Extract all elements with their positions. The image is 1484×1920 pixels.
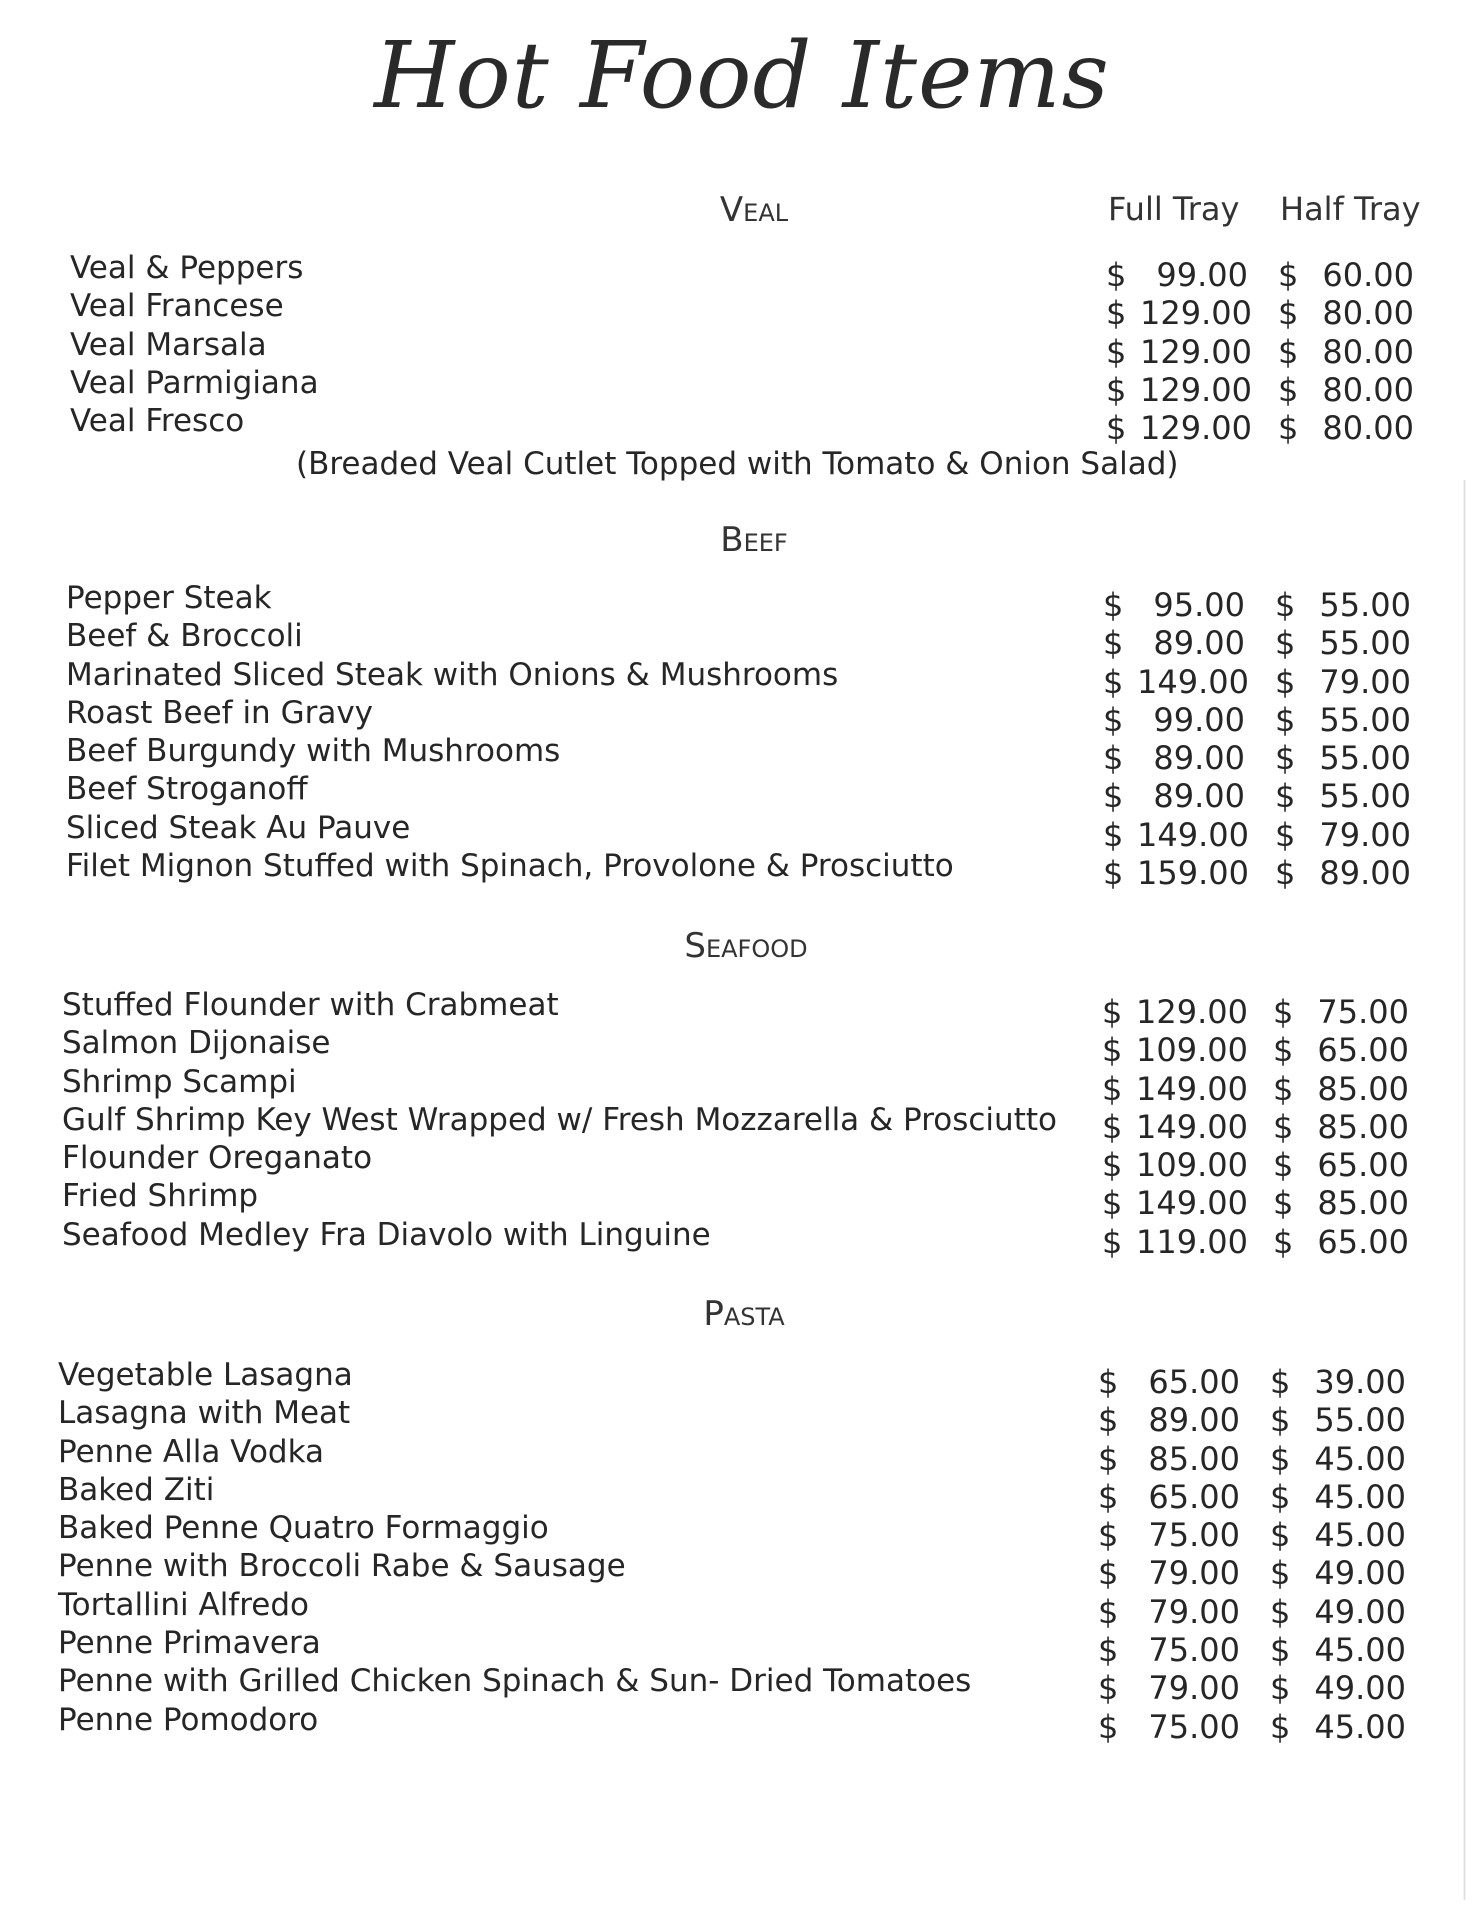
currency-symbol: $ bbox=[1275, 815, 1296, 854]
menu-item-row bbox=[0, 1140, 1484, 1185]
menu-item-row bbox=[0, 1433, 1484, 1478]
menu-item-row bbox=[0, 1625, 1484, 1670]
menu-item-row bbox=[0, 1548, 1484, 1593]
currency-symbol: $ bbox=[1098, 1707, 1119, 1746]
price-amount: 55.00 bbox=[1319, 624, 1411, 663]
menu-item-row bbox=[0, 403, 1484, 448]
price-amount: 149.00 bbox=[1137, 815, 1249, 854]
currency-symbol: $ bbox=[1273, 1222, 1294, 1261]
price-amount: 79.00 bbox=[1148, 1669, 1240, 1708]
currency-symbol: $ bbox=[1098, 1516, 1119, 1555]
item-name: Gulf Shrimp Key West Wrapped w/ Fresh Mozzarella & Prosciutto bbox=[62, 1101, 1057, 1138]
currency-symbol: $ bbox=[1270, 1554, 1291, 1593]
menu-item-row bbox=[0, 326, 1484, 371]
currency-symbol: $ bbox=[1098, 1592, 1119, 1631]
currency-symbol: $ bbox=[1270, 1669, 1291, 1708]
currency-symbol: $ bbox=[1273, 1069, 1294, 1108]
price-amount: 45.00 bbox=[1314, 1631, 1406, 1670]
veal-items bbox=[0, 250, 1484, 448]
currency-symbol: $ bbox=[1270, 1707, 1291, 1746]
price-amount: 99.00 bbox=[1153, 700, 1245, 739]
currency-symbol: $ bbox=[1275, 624, 1296, 663]
menu-item-row bbox=[0, 809, 1484, 854]
currency-symbol: $ bbox=[1273, 1146, 1294, 1185]
currency-symbol: $ bbox=[1098, 1631, 1119, 1670]
item-name: Marinated Sliced Steak with Onions & Mushrooms bbox=[66, 656, 839, 693]
price-amount: 109.00 bbox=[1136, 1031, 1248, 1070]
currency-symbol: $ bbox=[1273, 1184, 1294, 1223]
currency-symbol: $ bbox=[1275, 854, 1296, 893]
price-amount: 75.00 bbox=[1148, 1516, 1240, 1555]
item-name: Veal Marsala bbox=[70, 326, 267, 363]
price-amount: 65.00 bbox=[1317, 1146, 1409, 1185]
price-amount: 129.00 bbox=[1140, 370, 1252, 409]
item-name: Veal & Peppers bbox=[70, 250, 304, 286]
currency-symbol: $ bbox=[1103, 854, 1124, 893]
page-title: Hot Food Items bbox=[374, 22, 1110, 129]
item-name: Penne with Broccoli Rabe & Sausage bbox=[58, 1548, 626, 1585]
price-amount: 149.00 bbox=[1137, 662, 1249, 701]
menu-item-row bbox=[0, 1063, 1484, 1108]
currency-symbol: $ bbox=[1270, 1477, 1291, 1516]
currency-symbol: $ bbox=[1098, 1401, 1119, 1440]
currency-symbol: $ bbox=[1102, 1107, 1123, 1146]
price-amount: 55.00 bbox=[1319, 700, 1411, 739]
full-tray-price bbox=[1098, 1708, 1240, 1746]
currency-symbol: $ bbox=[1275, 739, 1296, 778]
item-name: Seafood Medley Fra Diavolo with Linguine bbox=[62, 1216, 711, 1253]
currency-symbol: $ bbox=[1102, 993, 1123, 1031]
price-amount: 45.00 bbox=[1314, 1477, 1406, 1516]
item-name: Salmon Dijonaise bbox=[62, 1025, 331, 1062]
menu-item-row bbox=[0, 1025, 1484, 1070]
currency-symbol: $ bbox=[1102, 1069, 1123, 1108]
price-amount: 79.00 bbox=[1319, 815, 1411, 854]
currency-symbol: $ bbox=[1275, 700, 1296, 739]
currency-symbol: $ bbox=[1106, 294, 1127, 333]
item-name: Stuffed Flounder with Crabmeat bbox=[62, 987, 559, 1023]
veal-note: (Breaded Veal Cutlet Topped with Tomato & Onion Salad) bbox=[296, 446, 1179, 482]
currency-symbol: $ bbox=[1102, 1222, 1123, 1261]
currency-symbol: $ bbox=[1098, 1363, 1119, 1401]
price-amount: 60.00 bbox=[1322, 256, 1414, 294]
menu-item-row bbox=[0, 1510, 1484, 1555]
menu-item-row bbox=[0, 694, 1484, 739]
currency-symbol: $ bbox=[1106, 332, 1127, 371]
currency-symbol: $ bbox=[1098, 1669, 1119, 1708]
menu-item-row bbox=[0, 733, 1484, 778]
price-amount: 79.00 bbox=[1319, 662, 1411, 701]
currency-symbol: $ bbox=[1106, 256, 1127, 294]
item-name: Shrimp Scampi bbox=[62, 1063, 297, 1100]
half-tray-header: Half Tray bbox=[1280, 190, 1421, 228]
price-amount: 45.00 bbox=[1314, 1439, 1406, 1478]
price-amount: 159.00 bbox=[1137, 854, 1249, 893]
full-tray-price bbox=[1106, 409, 1252, 448]
currency-symbol: $ bbox=[1102, 1184, 1123, 1223]
currency-symbol: $ bbox=[1273, 1107, 1294, 1146]
full-tray-price bbox=[1103, 854, 1249, 893]
section-title: Pasta bbox=[703, 1294, 785, 1334]
currency-symbol: $ bbox=[1103, 624, 1124, 663]
price-amount: 95.00 bbox=[1153, 586, 1245, 624]
price-amount: 75.00 bbox=[1148, 1707, 1240, 1746]
price-amount: 109.00 bbox=[1136, 1146, 1248, 1185]
price-amount: 85.00 bbox=[1317, 1069, 1409, 1108]
currency-symbol: $ bbox=[1270, 1363, 1291, 1401]
price-amount: 49.00 bbox=[1314, 1592, 1406, 1631]
price-amount: 149.00 bbox=[1136, 1107, 1248, 1146]
currency-symbol: $ bbox=[1106, 409, 1127, 448]
menu-item-row bbox=[0, 1357, 1484, 1401]
price-amount: 89.00 bbox=[1153, 624, 1245, 663]
item-name: Pepper Steak bbox=[66, 580, 272, 616]
price-amount: 80.00 bbox=[1322, 332, 1414, 371]
half-tray-price bbox=[1275, 854, 1411, 892]
item-name: Veal Francese bbox=[70, 288, 284, 325]
price-amount: 85.00 bbox=[1317, 1107, 1409, 1146]
price-amount: 55.00 bbox=[1319, 586, 1411, 624]
item-name: Lasagna with Meat bbox=[58, 1395, 351, 1432]
item-name: Penne Primavera bbox=[58, 1625, 321, 1662]
price-amount: 65.00 bbox=[1148, 1477, 1240, 1516]
menu-item-row bbox=[0, 364, 1484, 409]
price-amount: 80.00 bbox=[1322, 409, 1414, 448]
item-name: Filet Mignon Stuffed with Spinach, Provolone & Prosciutto bbox=[66, 848, 954, 885]
price-amount: 129.00 bbox=[1140, 332, 1252, 371]
price-amount: 65.00 bbox=[1317, 1031, 1409, 1070]
price-amount: 79.00 bbox=[1148, 1554, 1240, 1593]
menu-item-row bbox=[0, 1178, 1484, 1223]
price-amount: 99.00 bbox=[1156, 256, 1248, 294]
seafood-items bbox=[0, 987, 1484, 1261]
price-amount: 80.00 bbox=[1322, 370, 1414, 409]
item-name: Veal Parmigiana bbox=[70, 364, 319, 401]
item-name: Beef & Broccoli bbox=[66, 618, 303, 655]
currency-symbol: $ bbox=[1273, 1031, 1294, 1070]
currency-symbol: $ bbox=[1102, 1031, 1123, 1070]
price-amount: 85.00 bbox=[1317, 1184, 1409, 1223]
price-amount: 49.00 bbox=[1314, 1554, 1406, 1593]
item-name: Penne Alla Vodka bbox=[58, 1433, 325, 1470]
currency-symbol: $ bbox=[1098, 1439, 1119, 1478]
currency-symbol: $ bbox=[1270, 1401, 1291, 1440]
price-amount: 45.00 bbox=[1314, 1707, 1406, 1746]
price-amount: 39.00 bbox=[1314, 1363, 1406, 1401]
currency-symbol: $ bbox=[1275, 586, 1296, 624]
item-name: Veal Fresco bbox=[70, 403, 245, 440]
currency-symbol: $ bbox=[1275, 662, 1296, 701]
item-name: Fried Shrimp bbox=[62, 1178, 259, 1215]
currency-symbol: $ bbox=[1278, 409, 1299, 448]
currency-symbol: $ bbox=[1103, 700, 1124, 739]
menu-item-row bbox=[0, 618, 1484, 663]
half-tray-price bbox=[1270, 1708, 1406, 1746]
price-amount: 65.00 bbox=[1148, 1363, 1240, 1401]
menu-item-row bbox=[0, 1395, 1484, 1440]
item-name: Penne with Grilled Chicken Spinach & Sun- Dried Tomatoes bbox=[58, 1663, 972, 1700]
currency-symbol: $ bbox=[1278, 332, 1299, 371]
currency-symbol: $ bbox=[1098, 1477, 1119, 1516]
currency-symbol: $ bbox=[1103, 662, 1124, 701]
full-tray-price bbox=[1102, 1222, 1248, 1261]
section-title: Beef bbox=[720, 520, 788, 560]
price-amount: 89.00 bbox=[1319, 854, 1411, 893]
price-amount: 149.00 bbox=[1136, 1069, 1248, 1108]
currency-symbol: $ bbox=[1106, 370, 1127, 409]
price-amount: 55.00 bbox=[1319, 777, 1411, 816]
menu-item-row bbox=[0, 1586, 1484, 1631]
currency-symbol: $ bbox=[1103, 777, 1124, 816]
item-name: Vegetable Lasagna bbox=[58, 1357, 353, 1393]
price-amount: 80.00 bbox=[1322, 294, 1414, 333]
price-amount: 75.00 bbox=[1317, 993, 1409, 1031]
item-name: Tortallini Alfredo bbox=[58, 1586, 309, 1623]
currency-symbol: $ bbox=[1270, 1631, 1291, 1670]
item-name: Beef Stroganoff bbox=[66, 771, 308, 808]
menu-item-row bbox=[0, 288, 1484, 333]
price-amount: 79.00 bbox=[1148, 1592, 1240, 1631]
beef-items bbox=[0, 580, 1484, 893]
currency-symbol: $ bbox=[1278, 256, 1299, 294]
half-tray-price bbox=[1278, 409, 1414, 447]
menu-item-row bbox=[0, 771, 1484, 816]
menu-item-row bbox=[0, 1663, 1484, 1708]
price-amount: 65.00 bbox=[1317, 1222, 1409, 1261]
price-amount: 85.00 bbox=[1148, 1439, 1240, 1478]
currency-symbol: $ bbox=[1270, 1516, 1291, 1555]
currency-symbol: $ bbox=[1278, 294, 1299, 333]
price-amount: 89.00 bbox=[1153, 739, 1245, 778]
full-tray-header: Full Tray bbox=[1108, 190, 1240, 228]
menu-item-row bbox=[0, 848, 1484, 893]
price-amount: 89.00 bbox=[1153, 777, 1245, 816]
menu-item-row bbox=[0, 1216, 1484, 1261]
item-name: Baked Penne Quatro Formaggio bbox=[58, 1510, 549, 1547]
menu-item-row bbox=[0, 1701, 1484, 1746]
price-amount: 129.00 bbox=[1140, 409, 1252, 448]
currency-symbol: $ bbox=[1102, 1146, 1123, 1185]
item-name: Sliced Steak Au Pauve bbox=[66, 809, 411, 846]
currency-symbol: $ bbox=[1273, 993, 1294, 1031]
section-title: Veal bbox=[719, 190, 789, 230]
section-title: Seafood bbox=[684, 926, 808, 966]
currency-symbol: $ bbox=[1103, 586, 1124, 624]
currency-symbol: $ bbox=[1098, 1554, 1119, 1593]
price-amount: 149.00 bbox=[1136, 1184, 1248, 1223]
price-amount: 119.00 bbox=[1136, 1222, 1248, 1261]
price-amount: 55.00 bbox=[1314, 1401, 1406, 1440]
menu-item-row bbox=[0, 250, 1484, 294]
currency-symbol: $ bbox=[1270, 1592, 1291, 1631]
menu-item-row bbox=[0, 987, 1484, 1031]
price-amount: 55.00 bbox=[1319, 739, 1411, 778]
price-amount: 49.00 bbox=[1314, 1669, 1406, 1708]
price-amount: 45.00 bbox=[1314, 1516, 1406, 1555]
currency-symbol: $ bbox=[1103, 815, 1124, 854]
price-amount: 129.00 bbox=[1136, 993, 1248, 1031]
price-amount: 89.00 bbox=[1148, 1401, 1240, 1440]
item-name: Roast Beef in Gravy bbox=[66, 694, 374, 731]
currency-symbol: $ bbox=[1278, 370, 1299, 409]
menu-item-row bbox=[0, 656, 1484, 701]
currency-symbol: $ bbox=[1275, 777, 1296, 816]
half-tray-price bbox=[1273, 1223, 1409, 1261]
menu-item-row bbox=[0, 580, 1484, 624]
price-amount: 129.00 bbox=[1140, 294, 1252, 333]
price-amount: 75.00 bbox=[1148, 1631, 1240, 1670]
item-name: Baked Ziti bbox=[58, 1471, 215, 1508]
item-name: Beef Burgundy with Mushrooms bbox=[66, 733, 561, 770]
menu-item-row bbox=[0, 1471, 1484, 1516]
currency-symbol: $ bbox=[1103, 739, 1124, 778]
pasta-items bbox=[0, 1357, 1484, 1746]
item-name: Penne Pomodoro bbox=[58, 1701, 319, 1738]
item-name: Flounder Oreganato bbox=[62, 1140, 373, 1177]
menu-item-row bbox=[0, 1101, 1484, 1146]
currency-symbol: $ bbox=[1270, 1439, 1291, 1478]
